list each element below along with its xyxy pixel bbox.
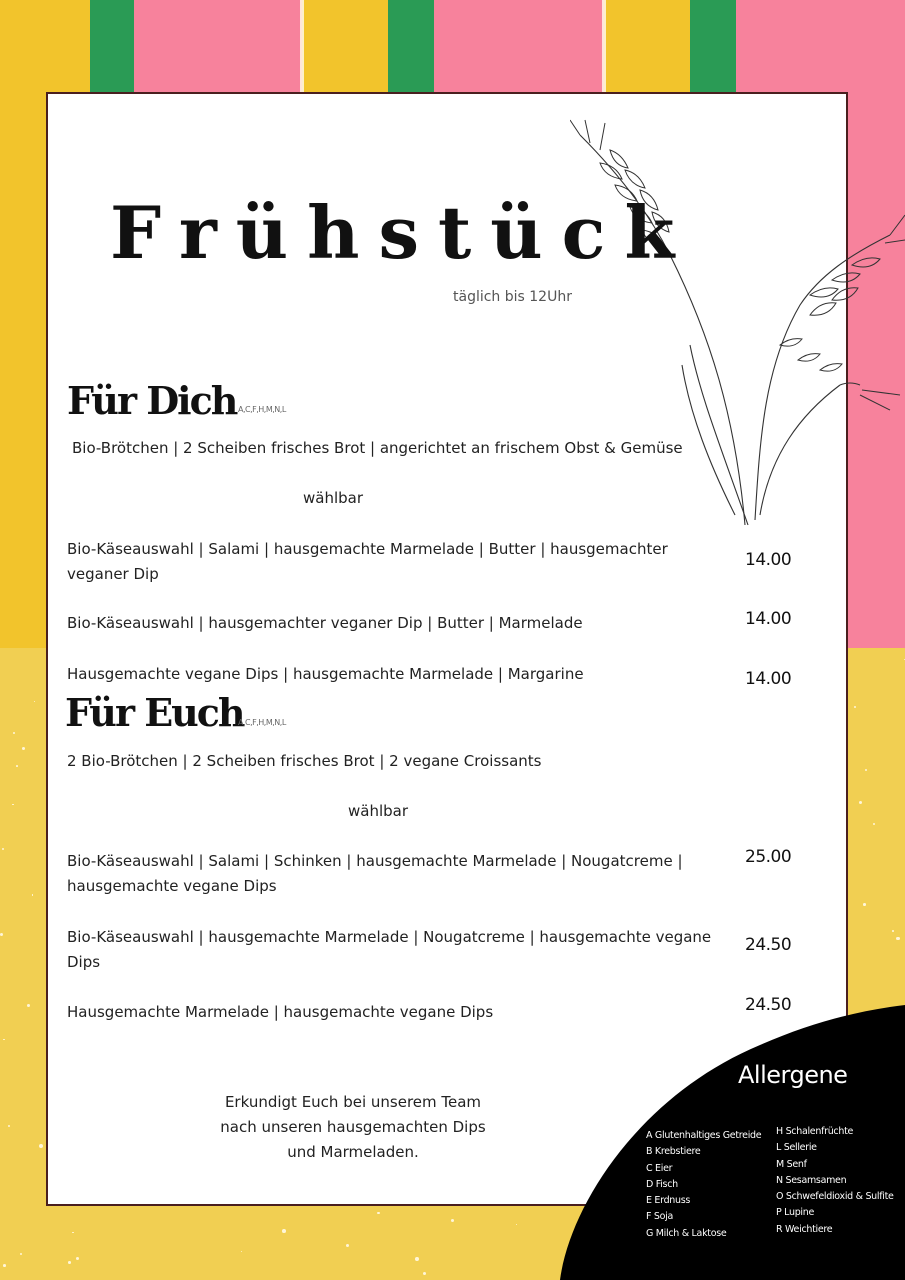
allergen-list-right — [776, 1124, 894, 1238]
note-line: Erkundigt Euch bei unserem Team — [224, 1093, 482, 1111]
menu-item-price: 25.00 — [745, 847, 792, 867]
menu-item-price: 14.00 — [745, 669, 792, 689]
section-allergen-codes: A,C,F,H,M,N,L — [238, 405, 286, 414]
allergen-entry: B Krebstiere — [646, 1146, 701, 1158]
speck — [854, 706, 856, 708]
green-stripe — [690, 0, 736, 92]
menu-item: Hausgemachte Marmelade | hausgemachte vegane Dips — [67, 1003, 494, 1021]
menu-item-price: 24.50 — [745, 995, 792, 1015]
allergen-entry: P Lupine — [776, 1207, 815, 1219]
allergen-entry: F Soja — [646, 1211, 673, 1223]
section-allergen-codes: A,C,F,H,M,N,L — [238, 718, 286, 727]
speck — [863, 903, 866, 906]
green-stripe — [90, 0, 134, 92]
speck — [76, 1257, 79, 1260]
choice-label: wählbar — [348, 802, 409, 820]
allergen-list-left — [646, 1128, 761, 1242]
speck — [2, 848, 4, 850]
allergen-entry: E Erdnuss — [646, 1195, 691, 1207]
stripe-divider — [602, 0, 606, 92]
allergen-entry: C Eier — [646, 1162, 673, 1174]
speck — [896, 937, 900, 941]
allergen-entry: L Sellerie — [776, 1142, 817, 1154]
menu-item: Bio-Käseauswahl | hausgemachte Marmelade | Nougatcreme | hausgemachte vegane Dips — [67, 928, 712, 971]
menu-item: Hausgemachte vegane Dips | hausgemachte Marmelade | Margarine — [67, 665, 584, 683]
choice-label: wählbar — [303, 489, 364, 507]
allergen-entry: G Milch & Laktose — [646, 1227, 727, 1239]
speck — [13, 732, 15, 734]
speck — [68, 1261, 71, 1264]
menu-item-price: 14.00 — [745, 550, 792, 570]
speck — [415, 1257, 419, 1261]
allergen-entry: O Schwefeldioxid & Sulfite — [776, 1191, 894, 1203]
section-title-fuer-dich: Für Dich — [67, 378, 237, 423]
menu-item-price: 14.00 — [745, 609, 792, 629]
allergen-entry: D Fisch — [646, 1178, 678, 1190]
speck — [859, 801, 862, 804]
stripe-divider — [300, 0, 304, 92]
speck — [516, 1224, 517, 1225]
allergen-entry: N Sesamsamen — [776, 1174, 847, 1186]
menu-item: Bio-Käseauswahl | hausgemachter veganer Dip | Butter | Marmelade — [67, 614, 583, 632]
allergen-title: Allergene — [738, 1061, 848, 1089]
serving-time: täglich bis 12Uhr — [453, 289, 572, 305]
menu-item: Bio-Käseauswahl | Salami | Schinken | hausgemachte Marmelade | Nougatcreme | hausgemachte vegane Dips — [67, 852, 683, 895]
menu-item: Bio-Käseauswahl | Salami | hausgemachte Marmelade | Butter | hausgemachter veganer Dip — [67, 540, 668, 583]
info-note — [198, 1090, 508, 1165]
yellow-stripe — [302, 0, 388, 92]
allergen-entry: R Weichtiere — [776, 1223, 833, 1235]
yellow-stripe — [604, 0, 690, 92]
section-description: 2 Bio-Brötchen | 2 Scheiben frisches Brot | 2 vegane Croissants — [67, 752, 542, 770]
section-description: Bio-Brötchen | 2 Scheiben frisches Brot | angerichtet an frischem Obst & Gemüse — [72, 439, 683, 457]
speck — [423, 1272, 426, 1275]
menu-item-price: 24.50 — [745, 935, 792, 955]
wheat-illustration — [570, 115, 905, 535]
menu-title: Frühstück — [110, 190, 694, 275]
section-title-fuer-euch: Für Euch — [65, 690, 244, 735]
speck — [892, 930, 894, 932]
speck — [20, 1253, 23, 1256]
note-line: nach unseren hausgemachten Dips — [220, 1118, 486, 1136]
speck — [282, 1229, 286, 1233]
allergen-entry: M Senf — [776, 1158, 807, 1170]
note-line: und Marmeladen. — [287, 1143, 419, 1161]
green-stripe — [388, 0, 434, 92]
pink-stripe — [434, 0, 604, 92]
speck — [27, 1004, 30, 1007]
allergen-entry: H Schalenfrüchte — [776, 1126, 854, 1137]
allergen-entry: A Glutenhaltiges Getreide — [646, 1130, 762, 1141]
